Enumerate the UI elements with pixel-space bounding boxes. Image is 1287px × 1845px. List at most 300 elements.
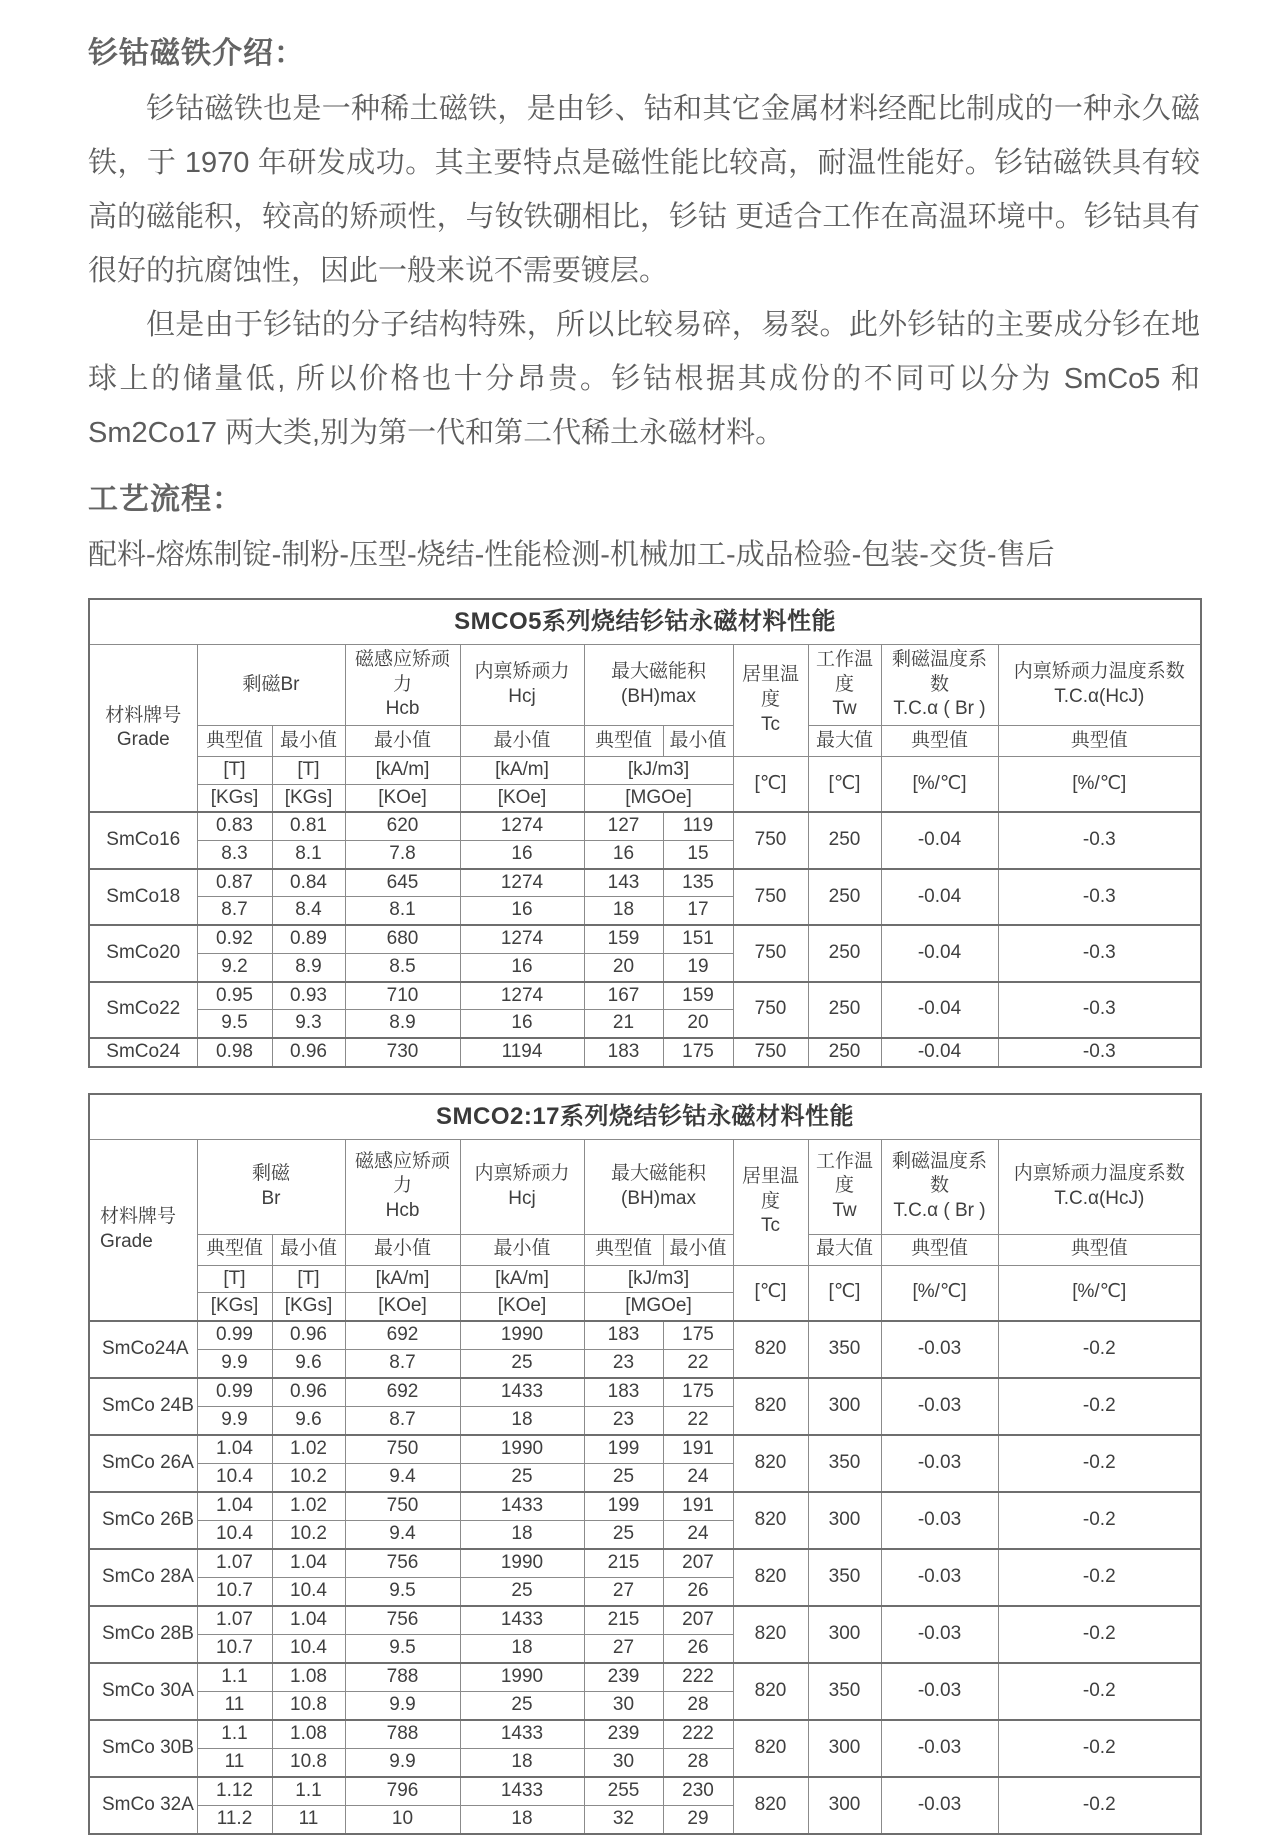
value-cell: 15 <box>663 841 733 869</box>
unit-cell: [kA/m] <box>345 1265 460 1293</box>
col-header-grade: 材料牌号 Grade <box>89 1139 197 1321</box>
value-cell: 0.99 <box>197 1321 272 1350</box>
value-cell: 32 <box>584 1805 663 1834</box>
col-header-br: 剩磁Br <box>197 645 345 726</box>
value-cell: 10.2 <box>272 1463 345 1492</box>
unit-cell: [℃] <box>733 1265 808 1321</box>
value-cell: 1.02 <box>272 1435 345 1464</box>
value-cell: 0.96 <box>272 1038 345 1067</box>
value-cell: 25 <box>460 1691 584 1720</box>
unit-cell: [kA/m] <box>460 1265 584 1293</box>
value-cell: 8.7 <box>345 1406 460 1435</box>
tca-br-value-cell: -0.03 <box>881 1777 998 1834</box>
value-cell: 8.7 <box>345 1349 460 1378</box>
value-cell: 0.95 <box>197 982 272 1010</box>
tw-value-cell: 300 <box>808 1606 881 1663</box>
tc-value-cell: 750 <box>733 925 808 981</box>
value-cell: 26 <box>663 1634 733 1663</box>
value-cell: 9.4 <box>345 1463 460 1492</box>
value-cell: 1.04 <box>272 1549 345 1578</box>
value-cell: 796 <box>345 1777 460 1806</box>
value-cell: 0.84 <box>272 869 345 897</box>
value-cell: 27 <box>584 1634 663 1663</box>
value-cell: 1.1 <box>272 1777 345 1806</box>
col-header-tca-hcj: 内禀矫顽力温度系数 T.C.α(HcJ) <box>998 1139 1201 1234</box>
value-cell: 0.93 <box>272 982 345 1010</box>
value-cell: 127 <box>584 812 663 840</box>
value-cell: 215 <box>584 1549 663 1578</box>
table-row <box>89 1549 1201 1578</box>
value-cell: 730 <box>345 1038 460 1067</box>
table-row <box>89 726 1201 757</box>
subheader-cell: 最小值 <box>663 726 733 757</box>
tca-hcj-value-cell: -0.2 <box>998 1378 1201 1435</box>
value-cell: 9.5 <box>197 1010 272 1038</box>
performance-table <box>88 598 1202 1068</box>
tc-value-cell: 820 <box>733 1435 808 1492</box>
tw-value-cell: 250 <box>808 925 881 981</box>
table-row <box>89 1265 1201 1293</box>
grade-cell: SmCo 24B <box>89 1378 197 1435</box>
tw-value-cell: 350 <box>808 1435 881 1492</box>
value-cell: 8.9 <box>272 953 345 981</box>
value-cell: 16 <box>460 841 584 869</box>
value-cell: 1990 <box>460 1435 584 1464</box>
value-cell: 1.12 <box>197 1777 272 1806</box>
value-cell: 9.9 <box>345 1748 460 1777</box>
value-cell: 28 <box>663 1691 733 1720</box>
tc-value-cell: 820 <box>733 1378 808 1435</box>
value-cell: 29 <box>663 1805 733 1834</box>
value-cell: 11.2 <box>197 1805 272 1834</box>
value-cell: 11 <box>197 1691 272 1720</box>
col-header-tca-hcj: 内禀矫顽力温度系数 T.C.α(HcJ) <box>998 645 1201 726</box>
tc-value-cell: 820 <box>733 1777 808 1834</box>
table-row <box>89 757 1201 785</box>
tc-value-cell: 820 <box>733 1549 808 1606</box>
unit-cell: [KGs] <box>197 1293 272 1321</box>
unit-cell: [%/℃] <box>998 1265 1201 1321</box>
subheader-cell: 最小值 <box>460 726 584 757</box>
value-cell: 692 <box>345 1378 460 1407</box>
value-cell: 27 <box>584 1577 663 1606</box>
table-row <box>89 1321 1201 1350</box>
grade-cell: SmCo20 <box>89 925 197 981</box>
value-cell: 8.3 <box>197 841 272 869</box>
value-cell: 1.1 <box>197 1663 272 1692</box>
col-header-tca-br: 剩磁温度系数 T.C.α ( Br ) <box>881 645 998 726</box>
table-row <box>89 1777 1201 1806</box>
tc-value-cell: 820 <box>733 1606 808 1663</box>
table-row <box>89 645 1201 726</box>
value-cell: 10.8 <box>272 1748 345 1777</box>
table-row <box>89 1139 1201 1234</box>
value-cell: 183 <box>584 1038 663 1067</box>
grade-cell: SmCo 30B <box>89 1720 197 1777</box>
table-row <box>89 1094 1201 1140</box>
col-header-tc: 居里温度 Tc <box>733 645 808 757</box>
tca-br-value-cell: -0.03 <box>881 1720 998 1777</box>
tw-value-cell: 300 <box>808 1720 881 1777</box>
value-cell: 28 <box>663 1748 733 1777</box>
tw-value-cell: 350 <box>808 1321 881 1378</box>
unit-cell: [MGOe] <box>584 784 733 812</box>
subheader-cell: 典型值 <box>584 1234 663 1265</box>
process-flow-text: 配料-熔炼制锭-制粉-压型-烧结-性能检测-机械加工-成品检验-包装-交货-售后 <box>88 539 1055 571</box>
tc-value-cell: 820 <box>733 1321 808 1378</box>
value-cell: 222 <box>663 1663 733 1692</box>
value-cell: 10.4 <box>197 1520 272 1549</box>
value-cell: 1433 <box>460 1378 584 1407</box>
unit-cell: [kA/m] <box>460 757 584 785</box>
value-cell: 119 <box>663 812 733 840</box>
value-cell: 30 <box>584 1691 663 1720</box>
col-header-bhmax: 最大磁能积 (BH)max <box>584 645 733 726</box>
unit-cell: [KOe] <box>345 784 460 812</box>
unit-cell: [℃] <box>808 757 881 813</box>
value-cell: 255 <box>584 1777 663 1806</box>
value-cell: 25 <box>460 1463 584 1492</box>
value-cell: 18 <box>460 1520 584 1549</box>
grade-cell: SmCo 26A <box>89 1435 197 1492</box>
value-cell: 680 <box>345 925 460 953</box>
value-cell: 645 <box>345 869 460 897</box>
value-cell: 18 <box>584 897 663 925</box>
grade-cell: SmCo 28B <box>89 1606 197 1663</box>
unit-cell: [%/℃] <box>881 1265 998 1321</box>
table-row <box>89 1038 1201 1067</box>
table-row <box>89 925 1201 953</box>
value-cell: 0.81 <box>272 812 345 840</box>
intro-paragraph-1: 钐钴磁铁也是一种稀土磁铁，是由钐、钴和其它金属材料经配比制成的一种永久磁铁，于 1970 年研发成功。其主要特点是磁性能比较高，耐温性能好。钐钴磁铁具有较高的磁能积，较高的矫顽性，与钕铁硼相比，钐钴 更适合工作在高温环境中。钐钴具有很好的抗腐蚀性，因此一般来说不需要镀层。 <box>88 93 1200 287</box>
col-header-hcj: 内禀矫顽力 Hcj <box>460 1139 584 1234</box>
unit-cell: [T] <box>272 1265 345 1293</box>
value-cell: 9.9 <box>197 1406 272 1435</box>
value-cell: 20 <box>663 1010 733 1038</box>
subheader-cell: 典型值 <box>197 1234 272 1265</box>
value-cell: 1274 <box>460 812 584 840</box>
tw-value-cell: 250 <box>808 869 881 925</box>
grade-cell: SmCo18 <box>89 869 197 925</box>
tca-hcj-value-cell: -0.2 <box>998 1606 1201 1663</box>
subheader-cell: 最小值 <box>272 726 345 757</box>
tca-br-value-cell: -0.03 <box>881 1663 998 1720</box>
unit-cell: [℃] <box>808 1265 881 1321</box>
subheader-cell: 最小值 <box>345 1234 460 1265</box>
tca-hcj-value-cell: -0.3 <box>998 1038 1201 1067</box>
value-cell: 0.96 <box>272 1378 345 1407</box>
value-cell: 26 <box>663 1577 733 1606</box>
smco217-performance-table <box>88 1093 1200 1835</box>
grade-cell: SmCo 26B <box>89 1492 197 1549</box>
table-row <box>89 869 1201 897</box>
table-row <box>89 599 1201 645</box>
value-cell: 10.4 <box>272 1634 345 1663</box>
unit-cell: [kA/m] <box>345 757 460 785</box>
value-cell: 0.96 <box>272 1321 345 1350</box>
value-cell: 191 <box>663 1435 733 1464</box>
value-cell: 1.07 <box>197 1606 272 1635</box>
value-cell: 23 <box>584 1349 663 1378</box>
value-cell: 1.08 <box>272 1720 345 1749</box>
value-cell: 0.87 <box>197 869 272 897</box>
value-cell: 1.07 <box>197 1549 272 1578</box>
table-row <box>89 812 1201 840</box>
value-cell: 24 <box>663 1520 733 1549</box>
value-cell: 0.92 <box>197 925 272 953</box>
value-cell: 0.99 <box>197 1378 272 1407</box>
value-cell: 750 <box>345 1492 460 1521</box>
value-cell: 25 <box>584 1520 663 1549</box>
value-cell: 183 <box>584 1321 663 1350</box>
value-cell: 24 <box>663 1463 733 1492</box>
value-cell: 175 <box>663 1321 733 1350</box>
value-cell: 1.08 <box>272 1663 345 1692</box>
value-cell: 10.7 <box>197 1577 272 1606</box>
tca-br-value-cell: -0.04 <box>881 1038 998 1067</box>
value-cell: 159 <box>663 982 733 1010</box>
value-cell: 750 <box>345 1435 460 1464</box>
value-cell: 30 <box>584 1748 663 1777</box>
value-cell: 10.4 <box>197 1463 272 1492</box>
subheader-cell: 典型值 <box>881 1234 998 1265</box>
value-cell: 10 <box>345 1805 460 1834</box>
value-cell: 1.04 <box>197 1492 272 1521</box>
subheader-cell: 最大值 <box>808 726 881 757</box>
tca-hcj-value-cell: -0.3 <box>998 869 1201 925</box>
table-row <box>89 1435 1201 1464</box>
value-cell: 9.5 <box>345 1577 460 1606</box>
value-cell: 183 <box>584 1378 663 1407</box>
value-cell: 151 <box>663 925 733 953</box>
value-cell: 22 <box>663 1406 733 1435</box>
smco5-performance-table <box>88 598 1200 1068</box>
value-cell: 1433 <box>460 1720 584 1749</box>
value-cell: 11 <box>272 1805 345 1834</box>
value-cell: 199 <box>584 1492 663 1521</box>
value-cell: 788 <box>345 1663 460 1692</box>
grade-cell: SmCo 30A <box>89 1663 197 1720</box>
value-cell: 756 <box>345 1549 460 1578</box>
value-cell: 215 <box>584 1606 663 1635</box>
subheader-cell: 最大值 <box>808 1234 881 1265</box>
intro-paragraph-2: 但是由于钐钴的分子结构特殊，所以比较易碎，易裂。此外钐钴的主要成分钐在地球上的储量低, 所以价格也十分昂贵。钐钴根据其成份的不同可以分为 SmCo5 和 Sm2Co17 两大类,别为第一代和第二代稀土永磁材料。 <box>88 309 1200 449</box>
tca-hcj-value-cell: -0.3 <box>998 982 1201 1038</box>
table-spacer <box>88 1068 1200 1093</box>
tca-br-value-cell: -0.03 <box>881 1606 998 1663</box>
value-cell: 9.2 <box>197 953 272 981</box>
value-cell: 8.1 <box>345 897 460 925</box>
tca-hcj-value-cell: -0.2 <box>998 1720 1201 1777</box>
value-cell: 1990 <box>460 1663 584 1692</box>
table-title: SMCO2:17系列烧结钐钴永磁材料性能 <box>89 1094 1201 1140</box>
tca-br-value-cell: -0.03 <box>881 1321 998 1378</box>
col-header-tca-br: 剩磁温度系数 T.C.α ( Br ) <box>881 1139 998 1234</box>
value-cell: 239 <box>584 1663 663 1692</box>
value-cell: 9.6 <box>272 1349 345 1378</box>
value-cell: 22 <box>663 1349 733 1378</box>
value-cell: 1274 <box>460 982 584 1010</box>
value-cell: 230 <box>663 1777 733 1806</box>
col-header-hcb: 磁感应矫顽力 Hcb <box>345 645 460 726</box>
value-cell: 620 <box>345 812 460 840</box>
subheader-cell: 典型值 <box>881 726 998 757</box>
table-row <box>89 1492 1201 1521</box>
value-cell: 19 <box>663 953 733 981</box>
value-cell: 16 <box>460 953 584 981</box>
value-cell: 1990 <box>460 1321 584 1350</box>
value-cell: 8.5 <box>345 953 460 981</box>
value-cell: 1194 <box>460 1038 584 1067</box>
unit-cell: [kJ/m3] <box>584 757 733 785</box>
grade-cell: SmCo22 <box>89 982 197 1038</box>
unit-cell: [kJ/m3] <box>584 1265 733 1293</box>
value-cell: 222 <box>663 1720 733 1749</box>
subheader-cell: 典型值 <box>584 726 663 757</box>
unit-cell: [KOe] <box>460 784 584 812</box>
tca-br-value-cell: -0.04 <box>881 925 998 981</box>
subheader-cell: 典型值 <box>998 1234 1201 1265</box>
tw-value-cell: 350 <box>808 1549 881 1606</box>
col-header-hcb: 磁感应矫顽力 Hcb <box>345 1139 460 1234</box>
value-cell: 9.3 <box>272 1010 345 1038</box>
value-cell: 175 <box>663 1038 733 1067</box>
value-cell: 17 <box>663 897 733 925</box>
value-cell: 167 <box>584 982 663 1010</box>
tw-value-cell: 250 <box>808 982 881 1038</box>
value-cell: 1990 <box>460 1549 584 1578</box>
tca-hcj-value-cell: -0.2 <box>998 1663 1201 1720</box>
table-row <box>89 982 1201 1010</box>
grade-cell: SmCo 32A <box>89 1777 197 1834</box>
value-cell: 199 <box>584 1435 663 1464</box>
tc-value-cell: 750 <box>733 982 808 1038</box>
tca-br-value-cell: -0.04 <box>881 982 998 1038</box>
tca-hcj-value-cell: -0.2 <box>998 1549 1201 1606</box>
value-cell: 207 <box>663 1549 733 1578</box>
unit-cell: [%/℃] <box>881 757 998 813</box>
subheader-cell: 典型值 <box>197 726 272 757</box>
tw-value-cell: 300 <box>808 1378 881 1435</box>
value-cell: 191 <box>663 1492 733 1521</box>
value-cell: 11 <box>197 1748 272 1777</box>
value-cell: 143 <box>584 869 663 897</box>
tca-hcj-value-cell: -0.2 <box>998 1777 1201 1834</box>
value-cell: 0.83 <box>197 812 272 840</box>
value-cell: 692 <box>345 1321 460 1350</box>
grade-cell: SmCo24 <box>89 1038 197 1067</box>
value-cell: 135 <box>663 869 733 897</box>
col-header-grade: 材料牌号 Grade <box>89 645 197 813</box>
value-cell: 159 <box>584 925 663 953</box>
value-cell: 207 <box>663 1606 733 1635</box>
tc-value-cell: 820 <box>733 1720 808 1777</box>
value-cell: 25 <box>460 1349 584 1378</box>
col-header-br: 剩磁 Br <box>197 1139 345 1234</box>
table-row <box>89 1606 1201 1635</box>
value-cell: 1.04 <box>272 1606 345 1635</box>
unit-cell: [KGs] <box>197 784 272 812</box>
value-cell: 9.5 <box>345 1634 460 1663</box>
value-cell: 9.4 <box>345 1520 460 1549</box>
tc-value-cell: 750 <box>733 869 808 925</box>
unit-cell: [T] <box>272 757 345 785</box>
table-row <box>89 1720 1201 1749</box>
grade-cell: SmCo24A <box>89 1321 197 1378</box>
tw-value-cell: 250 <box>808 812 881 868</box>
unit-cell: [KOe] <box>345 1293 460 1321</box>
value-cell: 8.4 <box>272 897 345 925</box>
value-cell: 10.7 <box>197 1634 272 1663</box>
value-cell: 8.1 <box>272 841 345 869</box>
value-cell: 10.4 <box>272 1577 345 1606</box>
tw-value-cell: 350 <box>808 1663 881 1720</box>
value-cell: 16 <box>460 1010 584 1038</box>
value-cell: 175 <box>663 1378 733 1407</box>
value-cell: 9.9 <box>345 1691 460 1720</box>
table-row <box>89 1663 1201 1692</box>
value-cell: 9.6 <box>272 1406 345 1435</box>
value-cell: 8.9 <box>345 1010 460 1038</box>
tca-hcj-value-cell: -0.2 <box>998 1435 1201 1492</box>
value-cell: 16 <box>584 841 663 869</box>
unit-cell: [℃] <box>733 757 808 813</box>
tw-value-cell: 300 <box>808 1492 881 1549</box>
col-header-bhmax: 最大磁能积 (BH)max <box>584 1139 733 1234</box>
value-cell: 1.04 <box>197 1435 272 1464</box>
intro-heading: 钐钴磁铁介绍： <box>88 37 305 70</box>
tca-br-value-cell: -0.03 <box>881 1492 998 1549</box>
performance-table <box>88 1093 1202 1835</box>
subheader-cell: 典型值 <box>998 726 1201 757</box>
tca-br-value-cell: -0.04 <box>881 869 998 925</box>
tw-value-cell: 300 <box>808 1777 881 1834</box>
value-cell: 1274 <box>460 869 584 897</box>
unit-cell: [KGs] <box>272 784 345 812</box>
value-cell: 1433 <box>460 1606 584 1635</box>
value-cell: 16 <box>460 897 584 925</box>
value-cell: 1274 <box>460 925 584 953</box>
value-cell: 18 <box>460 1406 584 1435</box>
value-cell: 0.89 <box>272 925 345 953</box>
value-cell: 0.98 <box>197 1038 272 1067</box>
value-cell: 756 <box>345 1606 460 1635</box>
unit-cell: [MGOe] <box>584 1293 733 1321</box>
subheader-cell: 最小值 <box>345 726 460 757</box>
process-heading: 工艺流程： <box>88 483 243 516</box>
unit-cell: [KGs] <box>272 1293 345 1321</box>
value-cell: 788 <box>345 1720 460 1749</box>
col-header-tw: 工作温度 Tw <box>808 645 881 726</box>
value-cell: 21 <box>584 1010 663 1038</box>
value-cell: 1.02 <box>272 1492 345 1521</box>
value-cell: 18 <box>460 1634 584 1663</box>
value-cell: 23 <box>584 1406 663 1435</box>
subheader-cell: 最小值 <box>460 1234 584 1265</box>
table-title: SMCO5系列烧结钐钴永磁材料性能 <box>89 599 1201 645</box>
tc-value-cell: 750 <box>733 1038 808 1067</box>
subheader-cell: 最小值 <box>663 1234 733 1265</box>
table-row <box>89 1234 1201 1265</box>
value-cell: 10.2 <box>272 1520 345 1549</box>
value-cell: 18 <box>460 1805 584 1834</box>
tca-br-value-cell: -0.03 <box>881 1378 998 1435</box>
grade-cell: SmCo 28A <box>89 1549 197 1606</box>
table-row <box>89 1378 1201 1407</box>
col-header-tw: 工作温度 Tw <box>808 1139 881 1234</box>
value-cell: 1.1 <box>197 1720 272 1749</box>
value-cell: 7.8 <box>345 841 460 869</box>
